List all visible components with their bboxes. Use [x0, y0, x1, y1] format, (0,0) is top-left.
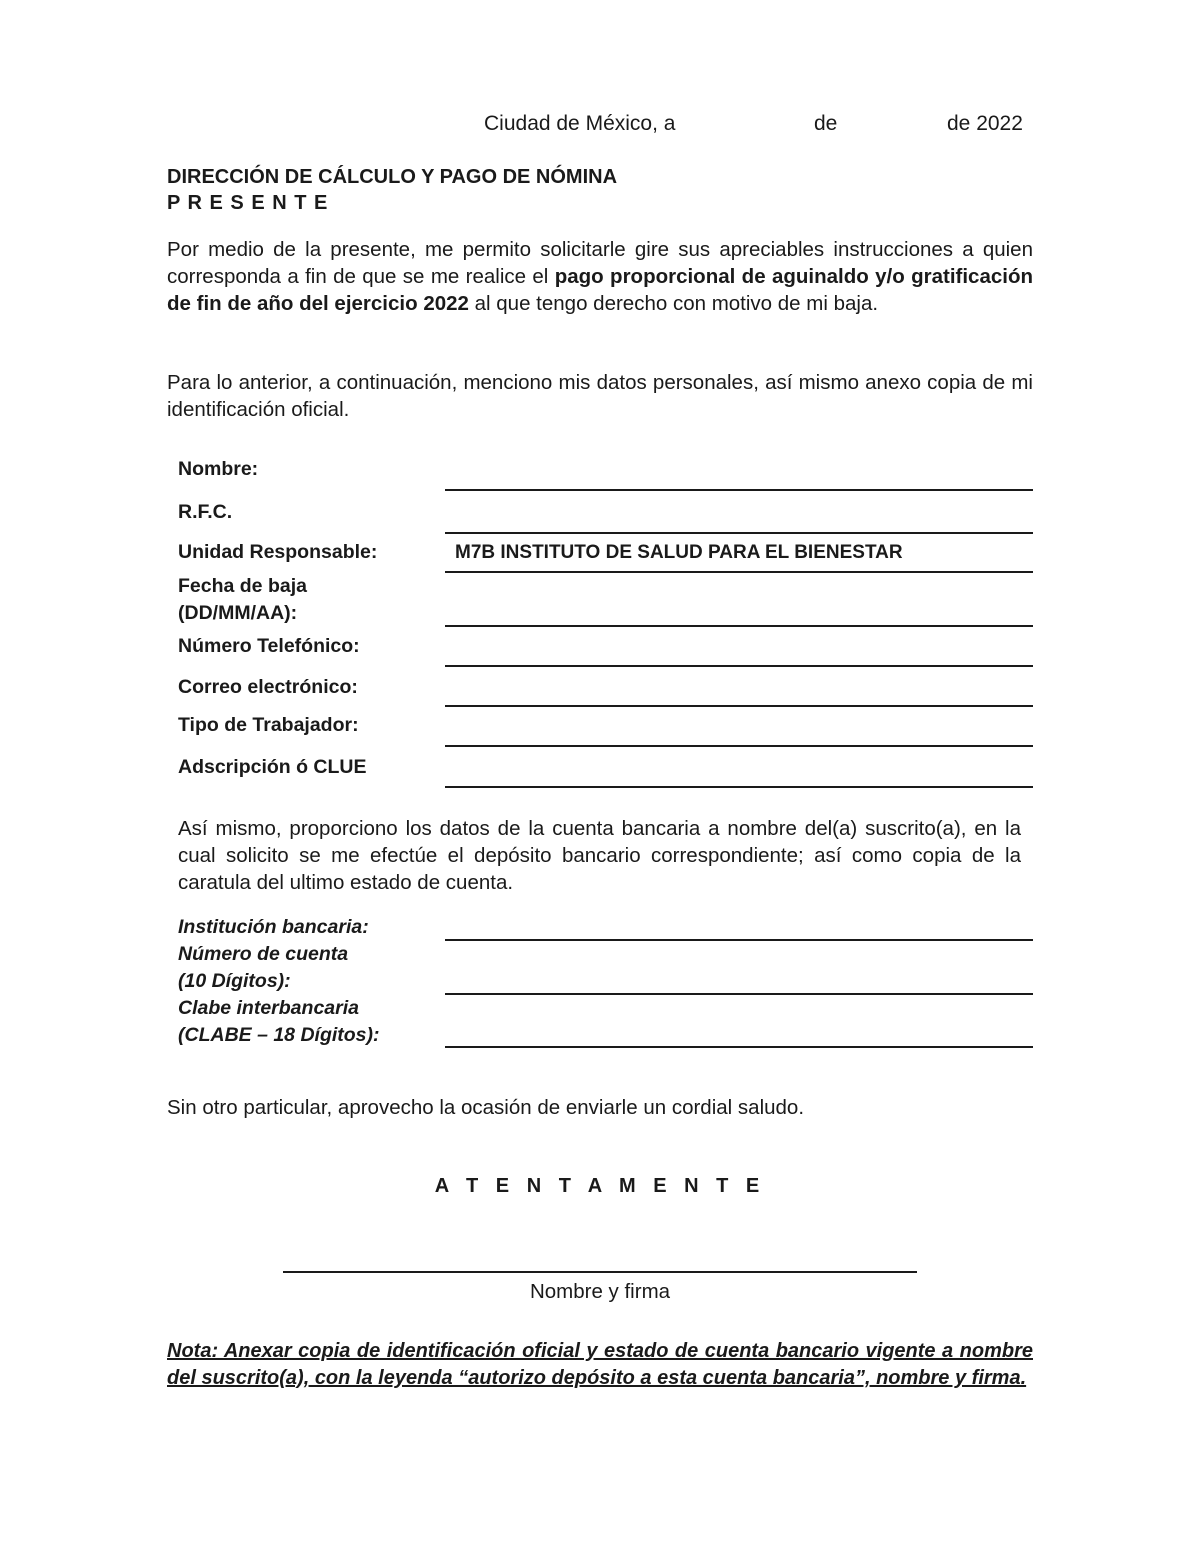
rfc-field-line[interactable] [445, 532, 1033, 534]
recipient-line-1: DIRECCIÓN DE CÁLCULO Y PAGO DE NÓMINA [167, 166, 618, 188]
label-numero-cuenta-digits: (10 Dígitos): [178, 970, 291, 992]
body-paragraph-1-bold: pago proporcional de aguinaldo y/o gratificación de fin de año del ejercicio 2022 [167, 265, 1033, 315]
clabe-field-line[interactable] [445, 1046, 1033, 1048]
telefono-field-line[interactable] [445, 665, 1033, 667]
body-paragraph-1-start: Por medio de la presente, me permito solicitarle gire sus apreciables instrucciones a quien corresponda a fin de que se me realice el [167, 238, 1033, 288]
signature-caption: Nombre y firma [529, 1280, 671, 1303]
label-tipo-trabajador: Tipo de Trabajador: [178, 714, 359, 736]
label-fecha-baja-format: (DD/MM/AA): [178, 602, 298, 624]
fecha-baja-field-line[interactable] [445, 625, 1033, 627]
date-city-prefix: Ciudad de México, a [484, 112, 676, 135]
body-paragraph-1 [167, 236, 1033, 317]
unidad-field-line [445, 571, 1033, 573]
date-de-month: de [814, 112, 838, 135]
signature-line[interactable] [283, 1271, 917, 1273]
unidad-responsable-value: M7B INSTITUTO DE SALUD PARA EL BIENESTAR [455, 542, 903, 563]
institucion-field-line[interactable] [445, 939, 1033, 941]
label-correo: Correo electrónico: [178, 676, 358, 698]
body-paragraph-1-end: al que tengo derecho con motivo de mi baja. [468, 292, 879, 315]
label-clabe: Clabe interbancaria [178, 997, 359, 1019]
label-clabe-digits: (CLABE – 18 Dígitos): [178, 1024, 380, 1046]
adscripcion-field-line[interactable] [445, 786, 1033, 788]
label-nombre: Nombre: [178, 458, 259, 480]
label-numero-cuenta: Número de cuenta [178, 943, 349, 965]
nombre-field-line[interactable] [445, 489, 1033, 491]
tipo-trabajador-field-line[interactable] [445, 745, 1033, 747]
label-telefono: Número Telefónico: [178, 635, 360, 657]
atentamente-heading: A T E N T A M E N T E [434, 1175, 766, 1197]
correo-field-line[interactable] [445, 705, 1033, 707]
date-year: de 2022 [947, 112, 1023, 135]
label-institucion-bancaria: Institución bancaria: [178, 916, 369, 938]
bank-intro-paragraph: Así mismo, proporciono los datos de la cuenta bancaria a nombre del(a) suscrito(a), en la cual solicito se me efectúe el depósito bancario correspondiente; así como copia de la caratula del ultimo estado de cuenta. [178, 817, 1021, 894]
label-fecha-baja: Fecha de baja [178, 575, 307, 597]
label-adscripcion: Adscripción ó CLUE [178, 756, 367, 778]
label-unidad-responsable: Unidad Responsable: [178, 541, 378, 563]
nota-paragraph: Nota: Anexar copia de identificación oficial y estado de cuenta bancario vigente a nombre del suscrito(a), con la leyenda “autorizo depósito a esta cuenta bancaria”, nombre y firma. [167, 1340, 1033, 1389]
recipient-line-2: P R E S E N T E [167, 192, 329, 214]
numero-cuenta-field-line[interactable] [445, 993, 1033, 995]
closing-sentence: Sin otro particular, aprovecho la ocasión de enviarle un cordial saludo. [167, 1096, 805, 1119]
label-rfc: R.F.C. [178, 501, 233, 523]
body-paragraph-2: Para lo anterior, a continuación, menciono mis datos personales, así mismo anexo copia de mi identificación oficial. [167, 371, 1033, 421]
